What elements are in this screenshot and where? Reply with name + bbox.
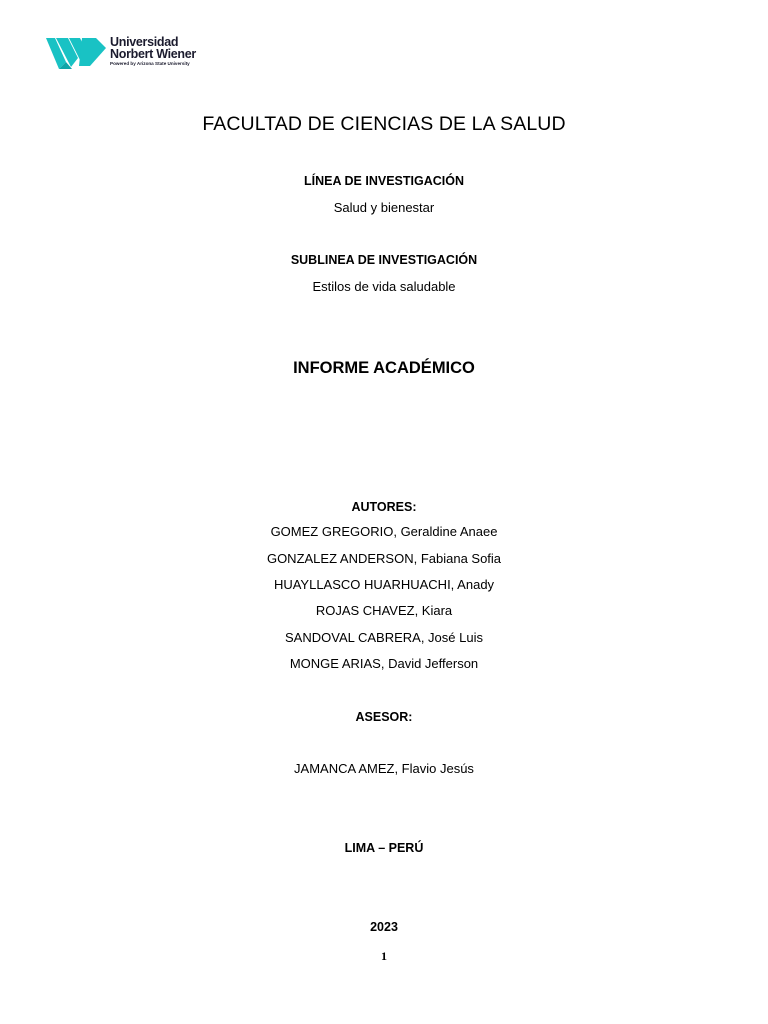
research-subline-value: Estilos de vida saludable — [312, 279, 456, 294]
location: LIMA – PERÚ — [344, 841, 424, 855]
university-logo-mark-icon — [46, 36, 108, 70]
author-name: ROJAS CHAVEZ, Kiara — [315, 603, 453, 618]
logo-powered-by-prefix: Powered by — [110, 61, 137, 66]
page-number: 1 — [381, 949, 387, 963]
author-name: MONGE ARIAS, David Jefferson — [289, 656, 479, 671]
authors-label: AUTORES: — [351, 500, 417, 514]
author-name: GONZALEZ ANDERSON, Fabiana Sofia — [266, 551, 502, 566]
logo-powered-by-brand: Arizona State University — [136, 61, 190, 66]
advisor-label: ASESOR: — [355, 710, 413, 724]
faculty-title: FACULTAD DE CIENCIAS DE LA SALUD — [202, 113, 566, 135]
year: 2023 — [370, 920, 398, 934]
author-name: GOMEZ GREGORIO, Geraldine Anaee — [270, 524, 498, 539]
university-logo-text — [110, 36, 220, 67]
research-line-label: LÍNEA DE INVESTIGACIÓN — [304, 174, 464, 188]
research-line-value: Salud y bienestar — [333, 200, 435, 215]
university-logo — [46, 36, 216, 72]
advisor-name: JAMANCA AMEZ, Flavio Jesús — [294, 761, 474, 776]
logo-university-label: Universidad — [110, 35, 179, 49]
logo-powered-by — [110, 60, 220, 67]
author-name: SANDOVAL CABRERA, José Luis — [285, 630, 483, 645]
document-type-title: INFORME ACADÉMICO — [293, 359, 475, 377]
research-subline-label: SUBLINEA DE INVESTIGACIÓN — [290, 253, 478, 267]
logo-university-name: Norbert Wiener — [110, 47, 196, 61]
author-name: HUAYLLASCO HUARHUACHI, Anady — [273, 577, 495, 592]
